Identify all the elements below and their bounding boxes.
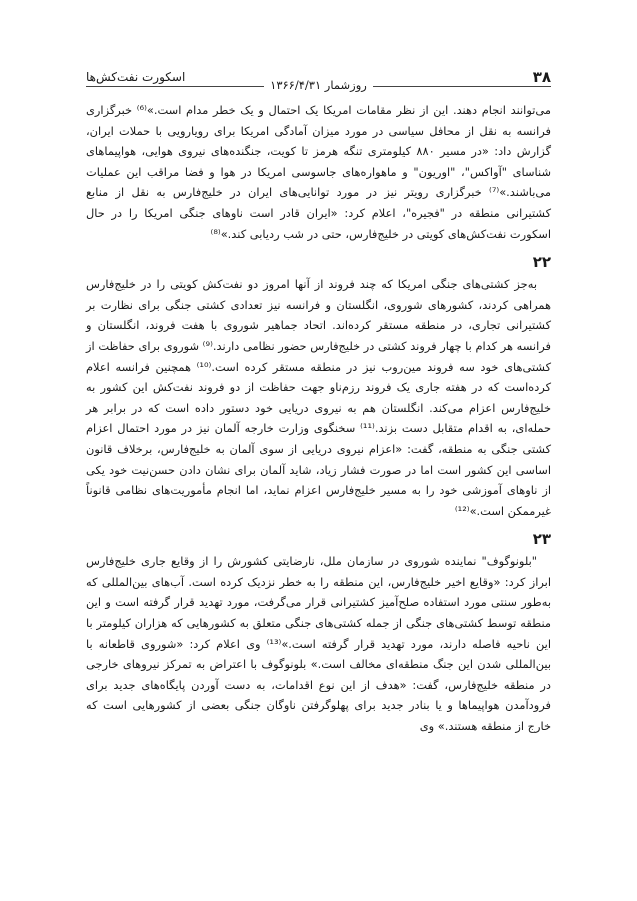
page-body <box>86 100 551 737</box>
section-number-22: ۲۲ <box>532 253 551 272</box>
section-22-paragraph: به‌جز کشتی‌های جنگی امریکا که چند فروند از آنها امروز دو نفت‌کش کویتی را در خلیج‌فارس همراهی کردند، کشورهای شوروی، انگلستان و فرانسه نیز تعدادی کشتی جنگی برای نظارت بر کشتیرانی تجاری، در منطقه مستقر کرده‌اند. اتحاد جماهیر شوروی با هفت فروند، انگلستان و فرانسه هر کدام با چهار فروند کشتی در خلیج‌فارس حضور نظامی دارند.⁽⁹⁾ شوروی برای حفاظت از کشتی‌های خود سه فروند مین‌روب نیز در منطقه مستقر کرده است.⁽¹⁰⁾ همچنین فرانسه اعلام کرده‌است که در هفته جاری یک فروند رزم‌ناو جهت حفاظت از دو فروند نفت‌کش این کشور به خلیج‌فارس اعزام می‌کند. انگلستان هم به نیروی دریایی خود دستور داده است که در برابر هر حمله‌ای، به اقدام متقابل دست بزند.⁽¹¹⁾ سخنگوی وزارت خارجه آلمان نیز در مورد احتمال اعزام کشتی جنگی به منطقه، گفت: «اعزام نیروی دریایی از سوی آلمان به خلیج‌فارس، برخلاف قانون اساسی این کشور است اما در صورت فشار زیاد، شاید آلمان برای نشان دادن حسن‌نیت خود یکی از ناوهای آموزشی خود را به مسیر خلیج‌فارس اعزام نماید، اما انجام مأموریت‌های نظامی قانوناً غیرممکن است.»⁽¹²⁾ <box>86 277 552 518</box>
section-number-23: ۲۳ <box>532 530 551 549</box>
section-23-paragraph: "بلونوگوف" نماینده شوروی در سازمان ملل، نارضایتی کشورش را از وقایع جاری خلیج‌فارس ابراز کرد: «وقایع اخیر خلیج‌فارس، این منطقه را به خطر نزدیک کرده است. آب‌های بین‌المللی که به‌طور سنتی مورد استفاده صلح‌آمیز کشتیرانی قرار می‌گرفت، مورد تهدید قرار گرفته است و این منطقه توسط کشتی‌های جنگی از جمله کشتی‌های جنگی متعلق به کشورهایی که هزاران کیلومتر با این ناحیه فاصله دارند، مورد تهدید قرار گرفته است.»⁽¹³⁾ وی اعلام کرد: «شوروی قاطعانه با بین‌المللی شدن این جنگ منطقه‌ای مخالف است.» بلونوگوف با اعتراض به تمرکز نیروهای خارجی در منطقه خلیج‌فارس، گفت: «هدف از این نوع اقدامات، به دست آوردن پایگاه‌های جدید برای فرودآمدن هواپیماها و یا بنادر جدید برای پهلوگرفتن ناوگان جنگی بعضی از کشورهایی است که خارج از منطقه هستند.» وی <box>86 554 551 734</box>
page-header <box>86 62 551 96</box>
running-date-text: روزشمار ۱۳۶۶/۴/۳۱ <box>264 78 373 92</box>
page-number: ۳۸ <box>532 68 551 86</box>
book-title: اسکورت نفت‌کش‌ها <box>86 70 186 84</box>
continuation-paragraph: می‌توانند انجام دهند. این از نظر مقامات امریکا یک احتمال و یک خطر مدام است.»⁽⁶⁾ خبرگزاری فرانسه به نقل از محافل سیاسی در مورد میزان آمادگی امریکا برای رویارویی با حملات ایران، گزارش داد: «در مسیر ۸۸۰ کیلومتری تنگه هرمز تا کویت، جنگنده‌های نیروی هوایی، هواپیماهای شناسای "آواکس"، "اوریون" و ماهواره‌های جاسوسی امریکا در هوا و فضا مراقب این عملیات می‌باشند.»⁽⁷⁾ خبرگزاری رویتر نیز در مورد توانایی‌های ایران در خلیج‌فارس به نقل از منابع کشتیرانی منطقه در "فجیره"، اعلام کرد: «ایران قادر است ناوهای جنگی امریکا را در حال اسکورت نفت‌کش‌های کویتی در خلیج‌فارس، حتی در شب ردیابی کند.»⁽⁸⁾ <box>86 103 551 241</box>
